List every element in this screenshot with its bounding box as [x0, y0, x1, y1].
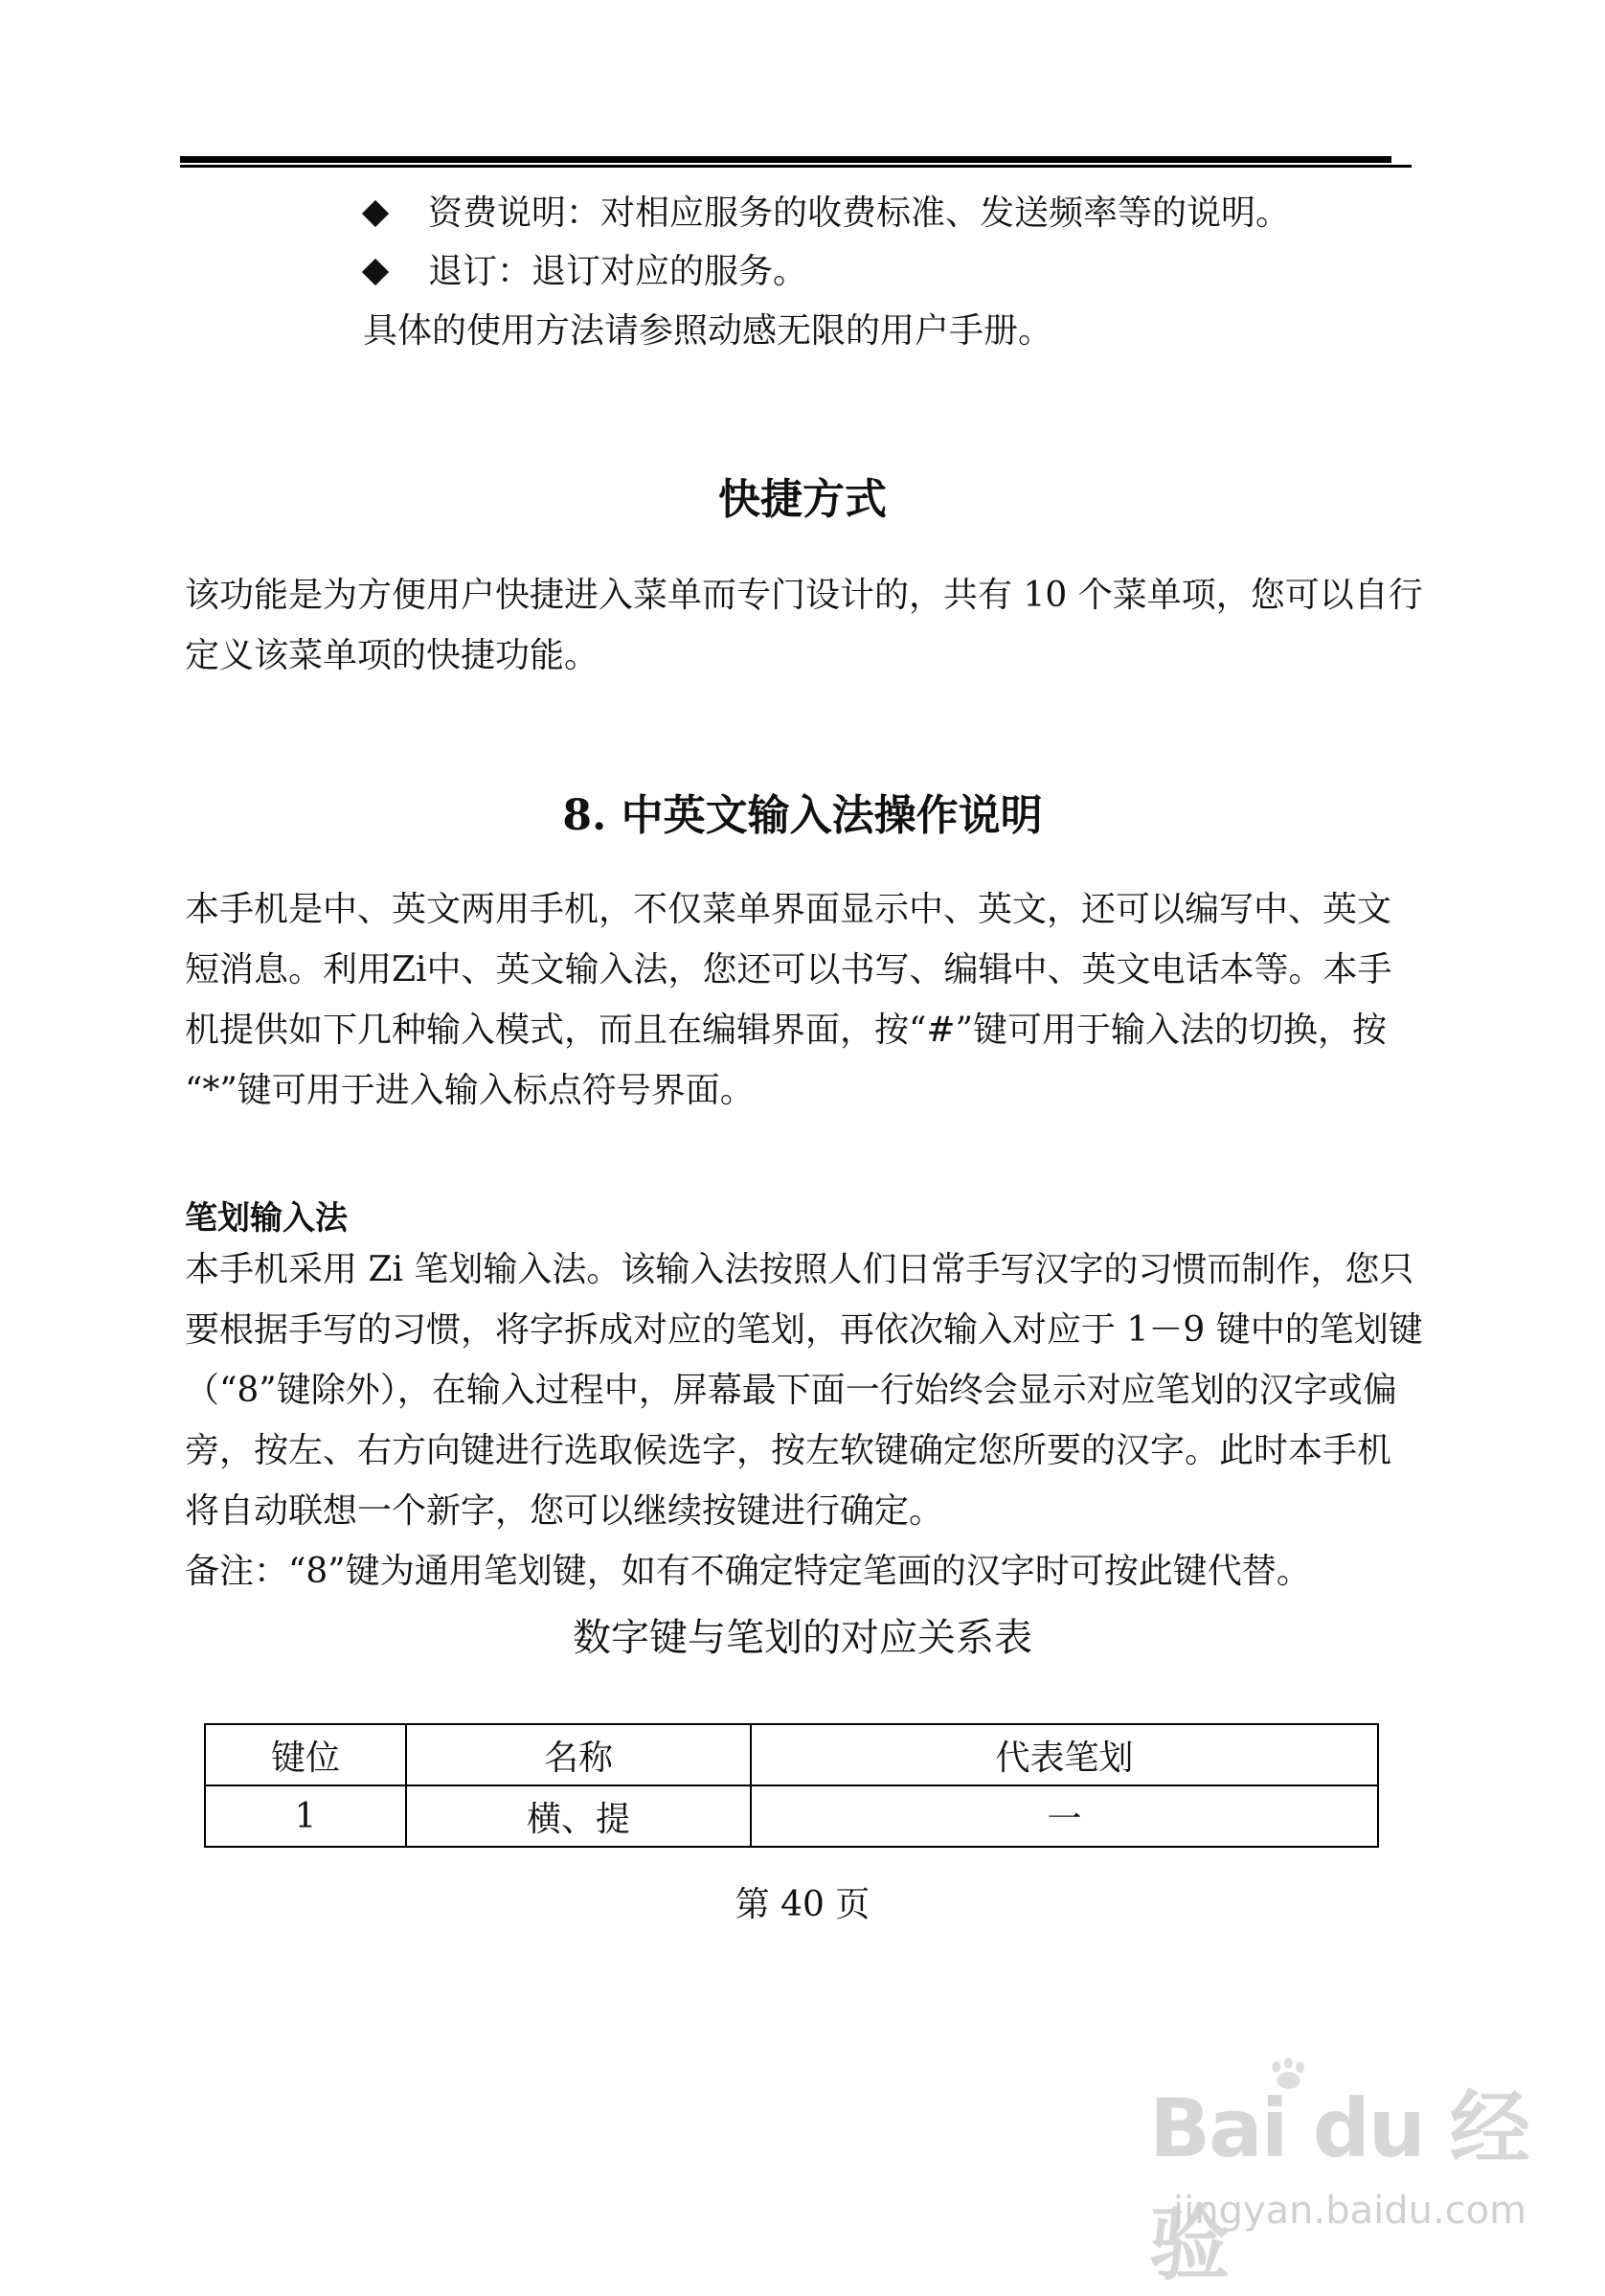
paragraph-line: 定义该菜单项的快捷功能。: [185, 636, 599, 675]
bullet-diamond-icon: [362, 200, 389, 227]
paragraph-line: 要根据手写的习惯，将字拆成对应的笔划，再依次输入对应于 1－9 键中的笔划键: [185, 1310, 1423, 1350]
table-cell: 横、提: [406, 1785, 751, 1847]
paragraph-line: 将自动联想一个新字，您可以继续按键进行确定。: [185, 1491, 944, 1531]
bullet-item: 资费说明：对相应服务的收费标准、发送频率等的说明。: [428, 193, 1291, 233]
bullet-item: 退订：退订对应的服务。: [428, 252, 808, 291]
watermark-url: jingyan.baidu.com: [1173, 2189, 1527, 2233]
table-cell: 一: [751, 1785, 1378, 1847]
table-header-row: [205, 1724, 1378, 1785]
usage-note: 具体的使用方法请参照动感无限的用户手册。: [363, 311, 1053, 351]
table-header-cell: 名称: [406, 1724, 751, 1785]
table-title: 数字键与笔划的对应关系表: [573, 1616, 1032, 1660]
paragraph-line: 本手机是中、英文两用手机，不仅菜单界面显示中、英文，还可以编写中、英文: [185, 890, 1392, 929]
paragraph-line: 该功能是为方便用户快捷进入菜单而专门设计的，共有 10 个菜单项，您可以自行: [185, 576, 1423, 615]
section-title-input-method: 8. 中英文输入法操作说明: [562, 791, 1043, 840]
section-title-shortcut: 快捷方式: [718, 475, 887, 524]
stroke-input-paragraph: [185, 1239, 1423, 1602]
page-number: 第 40 页: [735, 1885, 870, 1924]
table-header-cell: 代表笔划: [751, 1724, 1378, 1785]
bullet-diamond-icon: [362, 259, 389, 285]
paragraph-line: “*”键可用于进入输入标点符号界面。: [185, 1071, 755, 1110]
header-rule-thin: [180, 165, 1412, 168]
paragraph-line: 旁，按左、右方向键进行选取候选字，按左软键确定您所要的汉字。此时本手机: [185, 1431, 1392, 1470]
stroke-key-table: [204, 1723, 1379, 1848]
watermark-brand: Bai du 经验: [1149, 2081, 1528, 2291]
header-rule-thick: [180, 156, 1391, 163]
shortcut-paragraph: [185, 565, 1423, 686]
table-header-cell: 键位: [205, 1724, 406, 1785]
paragraph-line: 短消息。利用Zi中、英文输入法，您还可以书写、编辑中、英文电话本等。本手: [185, 950, 1392, 989]
table-cell: 1: [205, 1785, 406, 1847]
paragraph-line: （“8”键除外），在输入过程中，屏幕最下面一行始终会显示对应笔划的汉字或偏: [185, 1371, 1397, 1410]
remark-line: 备注：“8”键为通用笔划键，如有不确定特定笔画的汉字时可按此键代替。: [185, 1552, 1311, 1591]
table-row: [205, 1785, 1378, 1847]
input-method-paragraph: [185, 879, 1411, 1121]
paragraph-line: 本手机采用 Zi 笔划输入法。该输入法按照人们日常手写汉字的习惯而制作，您只: [185, 1250, 1414, 1289]
stroke-input-title: 笔划输入法: [185, 1199, 348, 1238]
paragraph-line: 机提供如下几种输入模式，而且在编辑界面，按“#”键可用于输入法的切换，按: [185, 1011, 1387, 1050]
